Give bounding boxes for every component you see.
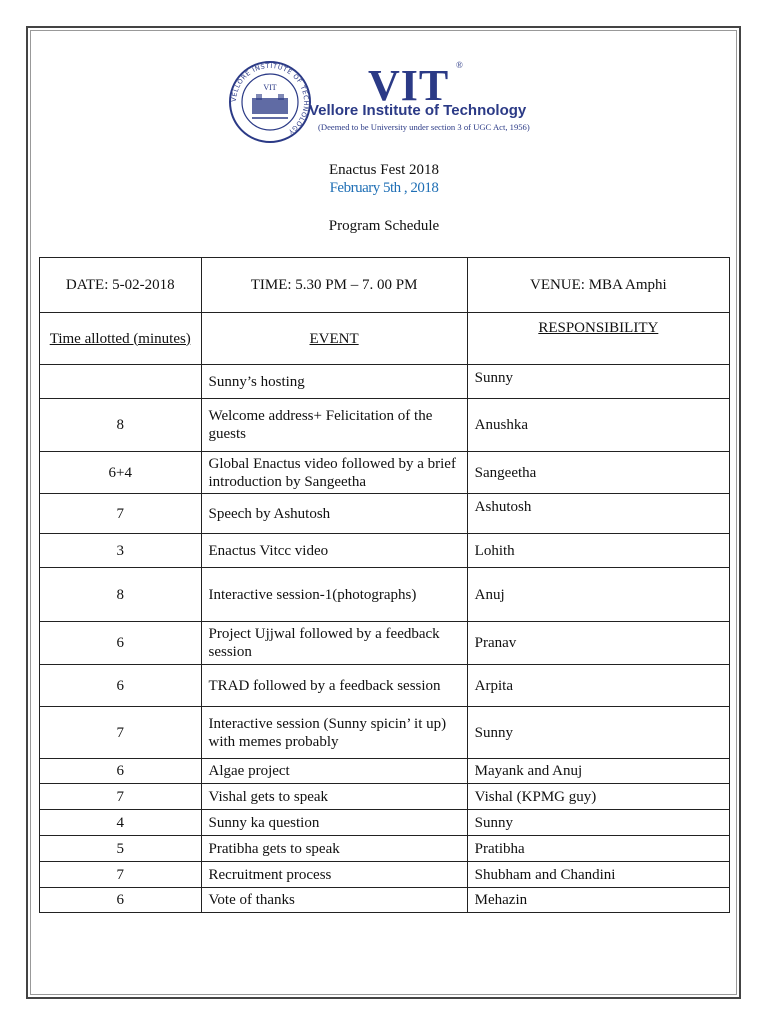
row-time: 6 — [40, 665, 202, 707]
row-event: TRAD followed by a feedback session — [201, 665, 467, 707]
row-event: Project Ujjwal followed by a feedback session — [201, 622, 467, 665]
table-row — [40, 810, 730, 836]
fest-date: February 5th , 2018 — [329, 180, 439, 196]
column-header-event: EVENT — [201, 313, 467, 365]
brand-name: VIT — [368, 61, 450, 110]
row-person: Sunny — [467, 707, 729, 759]
university-seal-icon — [228, 60, 312, 144]
table-row — [40, 399, 730, 452]
schedule-title: Program Schedule — [328, 218, 440, 234]
institute-subtitle: (Deemed to be University under section 3 of UGC Act, 1956) — [318, 122, 530, 132]
row-time: 8 — [40, 568, 202, 622]
row-time: 7 — [40, 862, 202, 888]
date-cell: DATE: 5-02-2018 — [40, 258, 202, 313]
row-person: Sunny — [467, 365, 729, 399]
table-row — [40, 622, 730, 665]
row-time: 6 — [40, 622, 202, 665]
table-row — [40, 494, 730, 534]
row-person: Arpita — [467, 665, 729, 707]
column-header-row — [40, 313, 730, 365]
row-person: Mehazin — [467, 888, 729, 913]
table-row — [40, 534, 730, 568]
row-person: Vishal (KPMG guy) — [467, 784, 729, 810]
row-event: Speech by Ashutosh — [201, 494, 467, 534]
row-event: Global Enactus video followed by a brief introduction by Sangeetha — [201, 452, 467, 494]
table-row — [40, 784, 730, 810]
institute-logo — [228, 58, 528, 142]
column-header-time: Time allotted (minutes) — [40, 313, 202, 365]
row-time: 7 — [40, 784, 202, 810]
row-person: Pranav — [467, 622, 729, 665]
row-event: Algae project — [201, 759, 467, 784]
table-row — [40, 888, 730, 913]
table-row — [40, 452, 730, 494]
table-row — [40, 862, 730, 888]
row-person: Ashutosh — [467, 494, 729, 534]
row-time: 4 — [40, 810, 202, 836]
row-time — [40, 365, 202, 399]
row-event: Welcome address+ Felicitation of the guests — [201, 399, 467, 452]
row-person: Anushka — [467, 399, 729, 452]
row-event: Enactus Vitcc video — [201, 534, 467, 568]
row-time: 6 — [40, 888, 202, 913]
row-person: Anuj — [467, 568, 729, 622]
seal-ring-text: VELLORE INSTITUTE OF TECHNOLOGY — [229, 61, 311, 137]
row-time: 3 — [40, 534, 202, 568]
row-event: Vote of thanks — [201, 888, 467, 913]
table-row — [40, 836, 730, 862]
table-row — [40, 665, 730, 707]
column-header-responsibility: RESPONSIBILITY — [467, 313, 729, 365]
seal-center-text: VIT — [263, 83, 277, 92]
row-person: Shubham and Chandini — [467, 862, 729, 888]
row-time: 6 — [40, 759, 202, 784]
row-person: Mayank and Anuj — [467, 759, 729, 784]
row-time: 8 — [40, 399, 202, 452]
time-cell: TIME: 5.30 PM – 7. 00 PM — [201, 258, 467, 313]
table-row — [40, 707, 730, 759]
row-time: 7 — [40, 494, 202, 534]
registered-mark: ® — [456, 60, 463, 70]
info-row — [40, 258, 730, 313]
row-person: Sunny — [467, 810, 729, 836]
table-row — [40, 568, 730, 622]
row-person: Sangeetha — [467, 452, 729, 494]
table-row — [40, 365, 730, 399]
row-event: Interactive session (Sunny spicin’ it up) with memes probably — [201, 707, 467, 759]
row-person: Lohith — [467, 534, 729, 568]
row-time: 6+4 — [40, 452, 202, 494]
row-event: Sunny’s hosting — [201, 365, 467, 399]
row-event: Vishal gets to speak — [201, 784, 467, 810]
institute-full-name: Vellore Institute of Technology — [309, 102, 527, 119]
fest-title: Enactus Fest 2018 — [329, 162, 439, 178]
table-row — [40, 759, 730, 784]
row-event: Interactive session-1(photographs) — [201, 568, 467, 622]
row-time: 5 — [40, 836, 202, 862]
row-event: Pratibha gets to speak — [201, 836, 467, 862]
schedule-table — [39, 257, 730, 913]
row-time: 7 — [40, 707, 202, 759]
venue-cell: VENUE: MBA Amphi — [467, 258, 729, 313]
row-event: Sunny ka question — [201, 810, 467, 836]
row-event: Recruitment process — [201, 862, 467, 888]
row-person: Pratibha — [467, 836, 729, 862]
